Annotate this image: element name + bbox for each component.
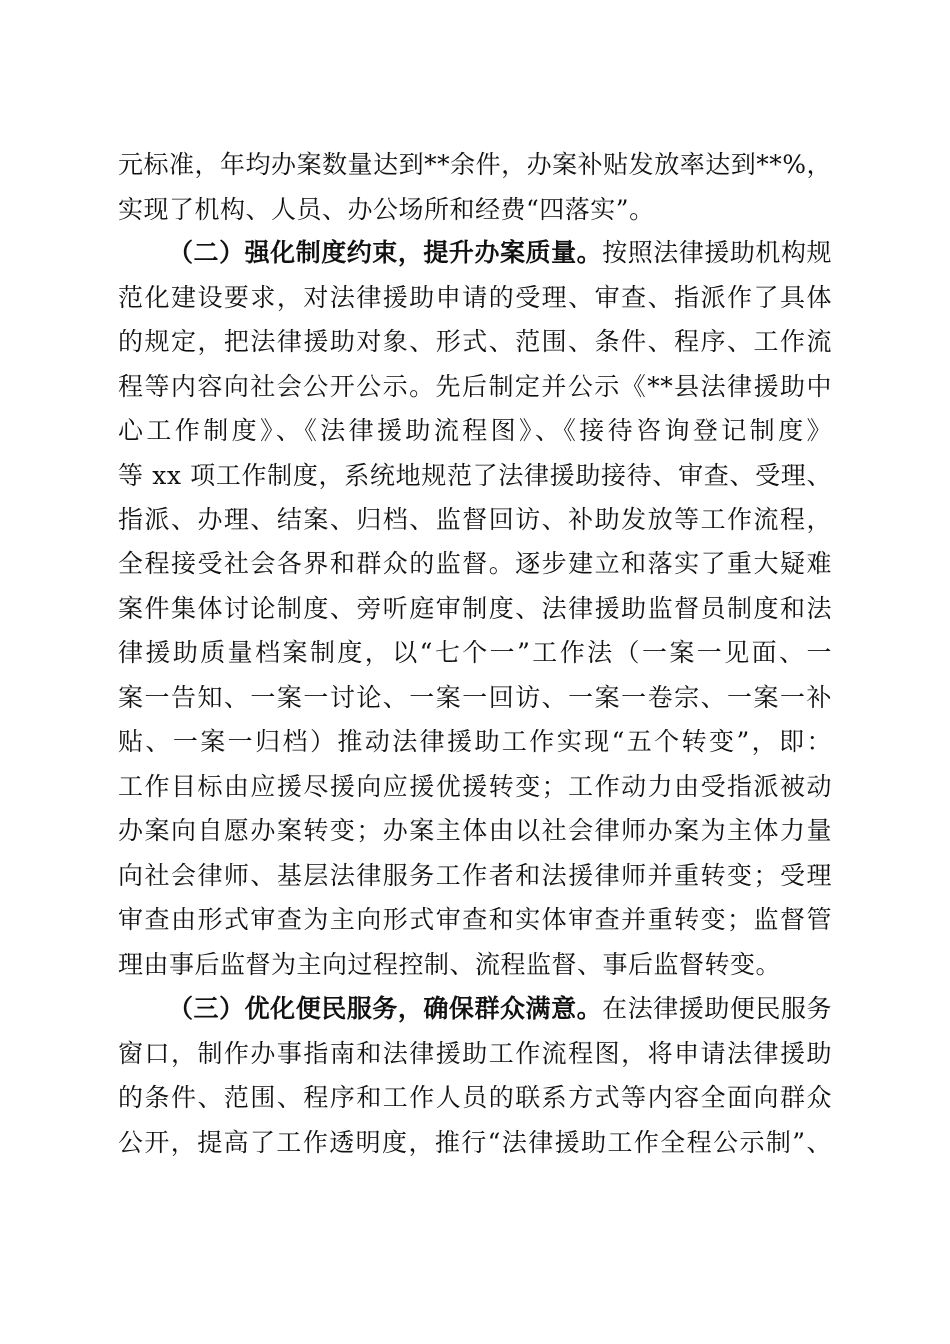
paragraph-line: 实现了机构、人员、办公场所和经费“四落实”。 — [118, 195, 655, 224]
section-three-lead-text: 在法律援助便民服务 — [602, 994, 832, 1023]
paragraph-line: 指派、办理、结案、归档、监督回访、补助发放等工作流程， — [118, 505, 832, 534]
paragraph-line: 理由事后监督为主向过程控制、流程监督、事后监督转变。 — [118, 950, 782, 979]
paragraph-line: 贴、一案一归档）推动法律援助工作实现“五个转变”，即： — [118, 727, 832, 756]
paragraph-line: 律援助质量档案制度，以“七个一”工作法（一案一见面、一 — [118, 638, 832, 667]
paragraph-line: 案一告知、一案一讨论、一案一回访、一案一卷宗、一案一补 — [118, 683, 832, 712]
section-two-lead-text: 按照法律援助机构规 — [602, 238, 832, 267]
paragraph-line: 等 xx 项工作制度，系统地规范了法律援助接待、审查、受理、 — [118, 461, 832, 490]
paragraph-line: 向社会律师、基层法律服务工作者和法援律师并重转变；受理 — [118, 861, 832, 890]
paragraph-line: 案件集体讨论制度、旁听庭审制度、法律援助监督员制度和法 — [118, 594, 832, 623]
paragraph-line: 窗口，制作办事指南和法律援助工作流程图，将申请法律援助 — [118, 1039, 832, 1068]
section-three-heading: （三）优化便民服务，确保群众满意。 — [168, 994, 603, 1023]
paragraph-line: 工作目标由应援尽援向应援优援转变；工作动力由受指派被动 — [118, 772, 832, 801]
paragraph-line: 审查由形式审查为主向形式审查和实体审查并重转变；监督管 — [118, 905, 832, 934]
paragraph-line: 办案向自愿办案转变；办案主体由以社会律师办案为主体力量 — [118, 816, 832, 845]
paragraph-line: 的规定，把法律援助对象、形式、范围、条件、程序、工作流 — [118, 327, 832, 356]
section-two-heading: （二）强化制度约束，提升办案质量。 — [168, 238, 603, 267]
paragraph-line: 公开，提高了工作透明度，推行“法律援助工作全程公示制”、 — [118, 1128, 832, 1157]
paragraph-line: 全程接受社会各界和群众的监督。逐步建立和落实了重大疑难 — [118, 549, 832, 578]
paragraph-line: 心工作制度》、《法律援助流程图》、《接待咨询登记制度》 — [118, 416, 832, 445]
section-three-first-line — [168, 989, 832, 1029]
paragraph-line: 程等内容向社会公开公示。先后制定并公示《**县法律援助中 — [118, 372, 832, 401]
section-two-first-line — [168, 233, 832, 273]
paragraph-line: 范化建设要求，对法律援助申请的受理、审查、指派作了具体 — [118, 283, 832, 312]
paragraph-line: 元标准，年均办案数量达到**余件，办案补贴发放率达到**%， — [118, 150, 832, 179]
paragraph-line: 的条件、范围、程序和工作人员的联系方式等内容全面向群众 — [118, 1083, 832, 1112]
